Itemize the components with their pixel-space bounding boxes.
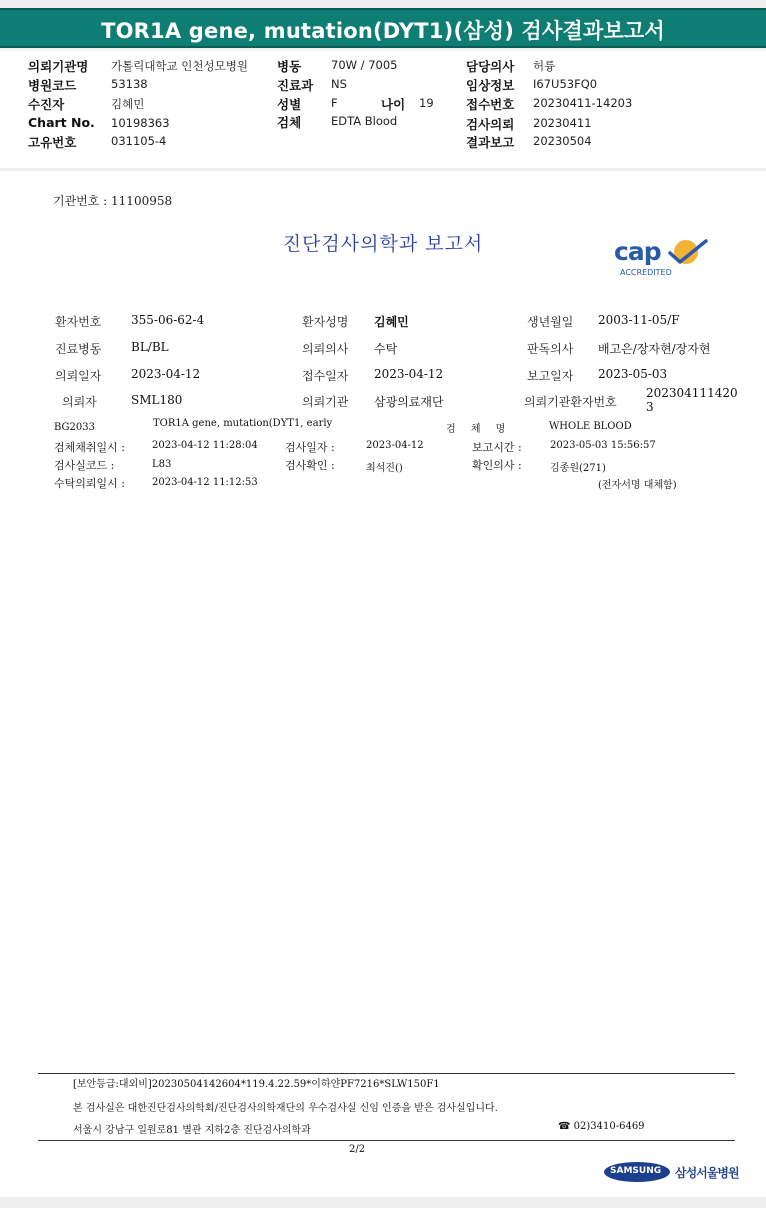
value-receipt-no: 20230411-14203: [533, 96, 633, 110]
institution-number: 기관번호 : 11100958: [53, 194, 173, 208]
label-collection-time: 검체채취일시 :: [54, 441, 125, 454]
label-hospital-code: 병원코드: [28, 78, 77, 93]
test-code: BG2033: [54, 422, 95, 433]
value-inst-patient-no-line1: 202304111420: [646, 386, 738, 400]
value-clinical-info: I67U53FQ0: [533, 77, 598, 91]
label-reading-doctor: 판독의사: [527, 342, 574, 356]
value-request-institution: 삼광의료재단: [374, 395, 444, 409]
label-specimen-name: 검 체 명: [446, 424, 512, 435]
value-collection-time: 2023-04-12 11:28:04: [152, 440, 258, 451]
label-test-date: 검사일자 :: [285, 441, 335, 454]
value-result-report: 20230504: [533, 134, 592, 148]
value-unique-no: 031105-4: [111, 134, 167, 148]
value-report-time: 2023-05-03 15:56:57: [550, 440, 656, 451]
value-hospital-code: 53138: [111, 77, 148, 91]
samsung-hospital-logo: [603, 1161, 737, 1183]
label-request-date: 의뢰일자: [55, 369, 102, 383]
label-report-time: 보고시간 :: [472, 441, 522, 454]
value-requesting-institution: 가톨릭대학교 인천성모병원: [111, 59, 248, 73]
value-specimen: EDTA Blood: [331, 114, 398, 128]
value-sex: F: [331, 96, 338, 110]
value-patient-name: 김혜민: [374, 315, 409, 329]
value-reading-doctor: 배고은/장자현/장자현: [598, 342, 711, 356]
lab-address: 서울시 강남구 일원로81 별관 지하2층 진단검사의학과: [73, 1125, 311, 1136]
label-department: 진료과: [277, 78, 314, 93]
value-department: NS: [331, 77, 347, 91]
cap-accredited-text: ACCREDITED: [620, 268, 672, 277]
cap-logo-text: cap: [614, 237, 661, 266]
label-specimen: 검체: [277, 115, 302, 130]
value-requester: SML180: [131, 393, 183, 407]
label-contract-request-time: 수탁의뢰일시 :: [54, 477, 125, 490]
report-title: TOR1A gene, mutation(DYT1)(삼성) 검사결과보고서: [101, 19, 665, 43]
cap-accredited-logo: [612, 235, 712, 281]
label-receipt-date: 접수일자: [302, 369, 349, 383]
value-specimen-name: WHOLE BLOOD: [549, 421, 632, 432]
label-inst-patient-no: 의뢰기관환자번호: [524, 395, 617, 409]
value-confirm-doctor: 김종원(271): [550, 463, 606, 474]
value-patient: 김혜민: [111, 97, 145, 111]
certification-text: 본 검사실은 대한진단검사의학회/진단검사의학재단의 우수검사실 신임 인증을 받은 검사실입니다.: [73, 1103, 498, 1114]
report-page: [0, 171, 766, 1197]
value-ward: 70W / 7005: [331, 58, 398, 72]
footer-bottom-rule: [38, 1140, 735, 1141]
hospital-name: 삼성서울병원: [675, 1166, 739, 1180]
value-attending-doctor: 허륭: [533, 59, 556, 73]
lab-phone: ☎ 02)3410-6469: [558, 1121, 645, 1132]
label-sex: 성별: [277, 97, 302, 112]
test-name: TOR1A gene, mutation(DYT1, early: [153, 418, 333, 429]
footer-top-rule: [38, 1073, 735, 1074]
value-request-date: 2023-04-12: [131, 367, 201, 381]
label-ward: 병동: [277, 59, 302, 74]
label-patient: 수진자: [28, 97, 65, 112]
label-patient-no: 환자번호: [55, 315, 102, 329]
label-test-confirm: 검사확인 :: [285, 459, 335, 472]
label-patient-name: 환자성명: [302, 315, 349, 329]
label-receipt-no: 접수번호: [466, 97, 515, 112]
label-report-date: 보고일자: [527, 369, 574, 383]
label-requesting-doctor: 의뢰의사: [302, 342, 349, 356]
security-line: [보안등급:대외비]20230504142604*119.4.22.59*이하얀PF7216*SLW150F1: [73, 1079, 440, 1090]
electronic-signature-note: (전자서명 대체함): [598, 480, 677, 491]
label-request-institution: 의뢰기관: [302, 395, 349, 409]
label-unique-no: 고유번호: [28, 135, 77, 150]
samsung-wordmark: SAMSUNG: [610, 1166, 662, 1176]
value-contract-request-time: 2023-04-12 11:12:53: [152, 477, 258, 488]
label-ward-doc: 진료병동: [55, 342, 102, 356]
value-dob: 2003-11-05/F: [598, 313, 680, 327]
label-age: 나이: [381, 97, 406, 112]
label-requester: 의뢰자: [62, 395, 97, 409]
label-confirm-doctor: 확인의사 :: [472, 459, 522, 472]
value-requesting-doctor: 수탁: [374, 342, 398, 356]
label-chart-no: Chart No.: [28, 115, 95, 130]
value-test-confirm: 최석진(): [366, 463, 403, 474]
value-lab-code: L83: [152, 459, 172, 470]
page-number: 2/2: [349, 1144, 366, 1155]
value-test-date: 2023-04-12: [366, 440, 424, 451]
label-dob: 생년월일: [527, 315, 574, 329]
value-test-request: 20230411: [533, 116, 592, 130]
label-test-request: 검사의뢰: [466, 117, 515, 132]
value-inst-patient-no-line2: 3: [646, 400, 654, 414]
title-bar: [0, 8, 766, 48]
value-receipt-date: 2023-04-12: [374, 367, 444, 381]
label-attending-doctor: 담당의사: [466, 59, 515, 74]
label-clinical-info: 임상정보: [466, 78, 515, 93]
label-result-report: 결과보고: [466, 135, 515, 150]
value-ward-doc: BL/BL: [131, 340, 169, 354]
header-info-panel: [0, 50, 766, 168]
label-requesting-institution: 의뢰기관명: [28, 59, 89, 74]
value-report-date: 2023-05-03: [598, 367, 668, 381]
report-heading: 진단검사의학과 보고서: [282, 233, 484, 255]
value-patient-no: 355-06-62-4: [131, 313, 205, 327]
value-chart-no: 10198363: [111, 116, 170, 130]
value-age: 19: [419, 96, 434, 110]
label-lab-code: 검사실코드 :: [54, 459, 115, 472]
